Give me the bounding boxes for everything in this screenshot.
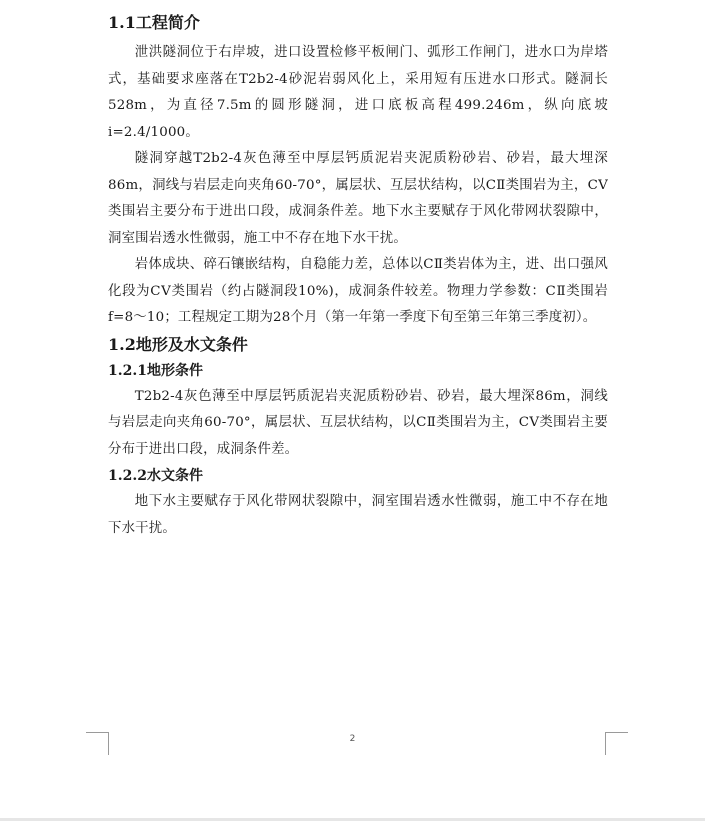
page-content [108,10,608,542]
section-heading-1-1: 1.1工程简介 [108,13,200,32]
subsection-heading-1-2-2: 1.2.2水文条件 [108,468,203,484]
paragraph-hydrology: 地下水主要赋存于风化带网状裂隙中，洞室围岩透水性微弱，施工中不存在地下水干扰。 [108,494,608,536]
section-heading-1-2: 1.2地形及水文条件 [108,334,248,354]
page-number: 2 [349,734,356,744]
paragraph-rock-layers: 隧洞穿越T2b2-4灰色薄至中厚层钙质泥岩夹泥质粉砂岩、砂岩，最大埋深86m，洞线与岩层走向夹角60-70°，属层状、互层状结构，以CⅡ类围岩为主，CⅤ类围岩主要分布于进出口段，成洞条件差。地下水主要赋存于风化带网状裂隙中，洞室围岩透水性微弱，施工中不存在地下水干扰。 [108,151,608,246]
paragraph-terrain: T2b2-4灰色薄至中厚层钙质泥岩夹泥质粉砂岩、砂岩，最大埋深86m，洞线与岩层走向夹角60-70°，属层状、互层状结构，以CⅡ类围岩为主，CⅤ类围岩主要分布于进出口段，成洞条件差。 [108,388,608,457]
paragraph-rock-mass: 岩体成块、碎石镶嵌结构，自稳能力差，总体以CⅡ类岩体为主，进、出口强风化段为CⅤ类围岩（约占隧洞段10%)，成洞条件较差。物理力学参数：CⅡ类围岩f=8～10；工程规定工期为28个月（第一年第一季度下旬至第三年第三季度初）。 [108,257,608,325]
subsection-heading-1-2-1: 1.2.1地形条件 [108,362,203,379]
paragraph-project-intro: 泄洪隧洞位于右岸坡，进口设置检修平板闸门、弧形工作闸门，进水口为岸塔式，基础要求座落在T2b2-4砂泥岩弱风化上，采用短有压进水口形式。隧洞长528m，为直径7.5m的圆形隧洞，进口底板高程499.246m，纵向底坡i=2.4/1000。 [108,45,608,140]
